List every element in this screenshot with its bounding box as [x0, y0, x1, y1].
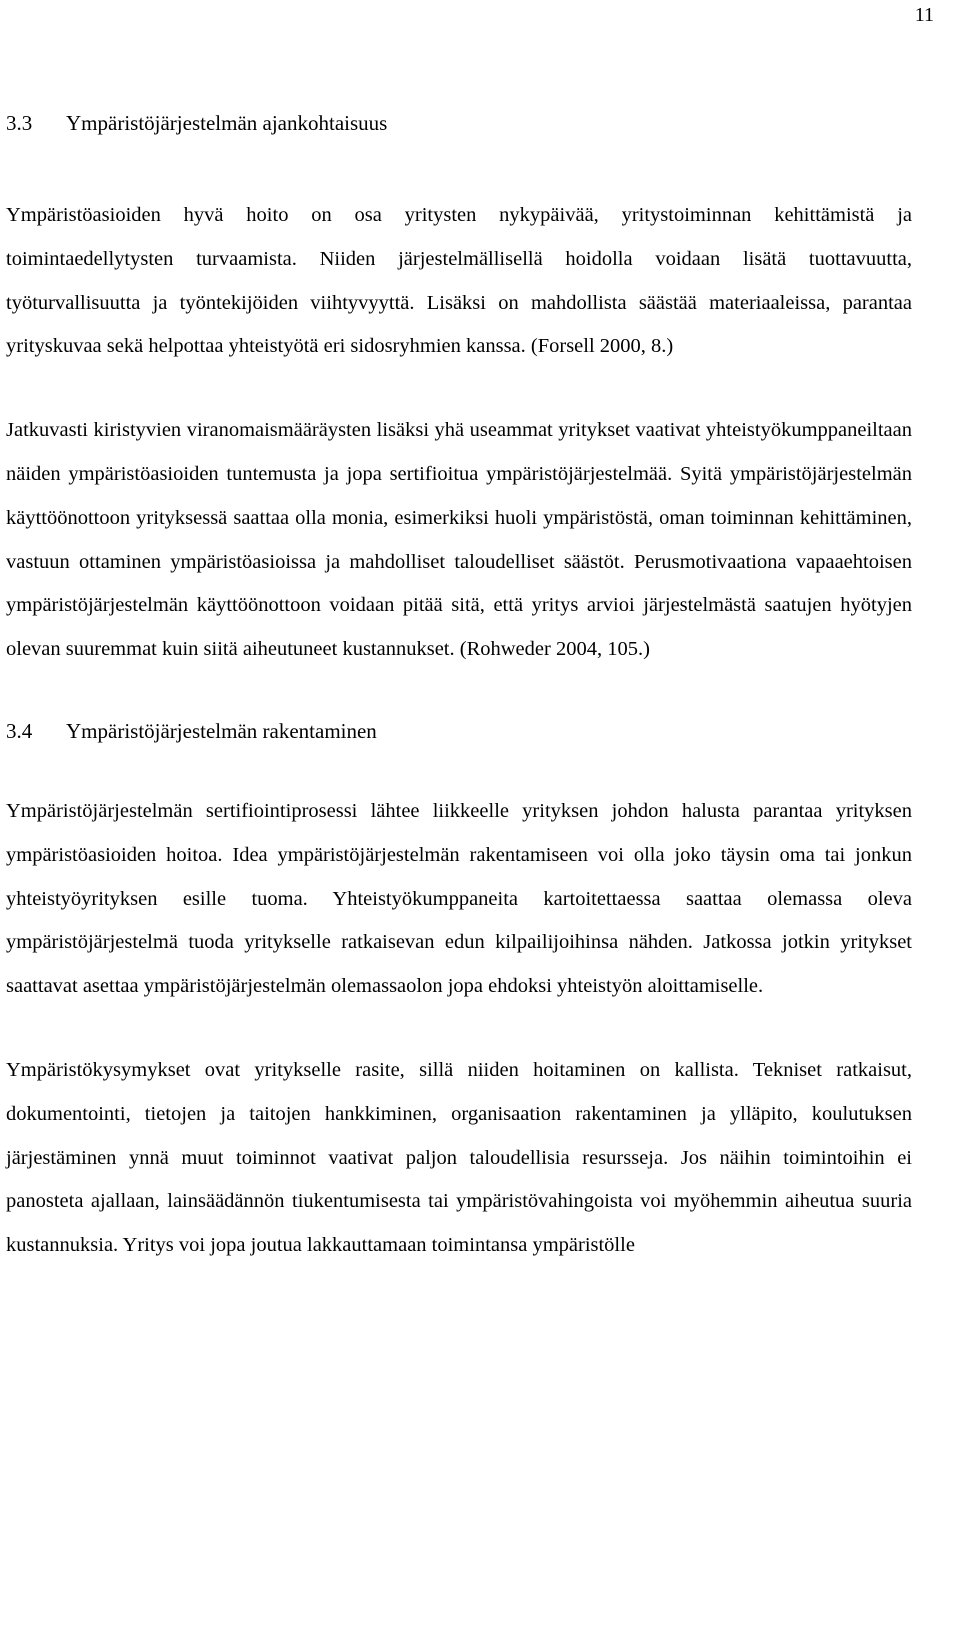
page-number: 11	[914, 4, 934, 26]
paragraph: Ympäristöjärjestelmän sertifiointiprosessi lähtee liikkeelle yrityksen johdon halusta parantaa yrityksen ympäristöasioiden hoitoa. Idea ympäristöjärjestelmän rakentamiseen voi olla joko täysin oma tai jonkun yhteistyöyrityksen esille tuoma. Yhteistyökumppaneita kartoitettaessa saattaa olemassa oleva ympäristöjärjestelmä tuoda yritykselle ratkaisevan edun kilpailijoihinsa nähden. Jatkossa jotkin yritykset saattavat asettaa ympäristöjärjestelmän olemassaolon jopa ehdoksi yhteistyön aloittamiselle.	[6, 799, 912, 998]
document-body	[6, 108, 912, 1268]
section-title: Ympäristöjärjestelmän rakentaminen	[66, 718, 377, 743]
section-heading	[6, 108, 912, 138]
paragraph: Jatkuvasti kiristyvien viranomaismääräysten lisäksi yhä useammat yritykset vaativat yhteistyökumppaneiltaan näiden ympäristöasioiden tuntemusta ja jopa sertifioitua ympäristöjärjestelmää. Syitä ympäristöjärjestelmän käyttöönottoon yrityksessä saattaa olla monia, esimerkiksi huoli ympäristöstä, oman toiminnan kehittäminen, vastuun ottaminen ympäristöasioissa ja mahdolliset taloudelliset säästöt. Perusmotivaationa vapaaehtoisen ympäristöjärjestelmän käyttöönottoon voidaan pitää sitä, että yritys arvioi järjestelmästä saatujen hyötyjen olevan suuremmat kuin siitä aiheutuneet kustannukset. (Rohweder 2004, 105.)	[6, 419, 912, 661]
paragraph: Ympäristökysymykset ovat yritykselle rasite, sillä niiden hoitaminen on kallista. Tekniset ratkaisut, dokumentointi, tietojen ja taitojen hankkiminen, organisaation rakentaminen ja ylläpito, koulutuksen järjestäminen ynnä muut toiminnot vaativat paljon taloudellisia resursseja. Jos näihin toimintoihin ei panosteta ajallaan, lainsäädännön tiukentumisesta tai ympäristövahingoista voi myöhemmin aiheutua suuria kustannuksia. Yritys voi jopa joutua lakkauttamaan toimintansa ympäristölle	[6, 1058, 912, 1257]
paragraph: Ympäristöasioiden hyvä hoito on osa yritysten nykypäivää, yritystoiminnan kehittämistä ja toimintaedellytysten turvaamista. Niiden järjestelmällisellä hoidolla voidaan lisätä tuottavuutta, työturvallisuutta ja työntekijöiden viihtyvyyttä. Lisäksi on mahdollista säästää materiaaleissa, parantaa yrityskuvaa sekä helpottaa yhteistyötä eri sidosryhmien kanssa. (Forsell 2000, 8.)	[6, 204, 912, 358]
section-number: 3.3	[6, 111, 33, 135]
section-heading	[6, 716, 912, 746]
section-title: Ympäristöjärjestelmän ajankohtaisuus	[66, 111, 388, 135]
section-number: 3.4	[6, 718, 33, 743]
